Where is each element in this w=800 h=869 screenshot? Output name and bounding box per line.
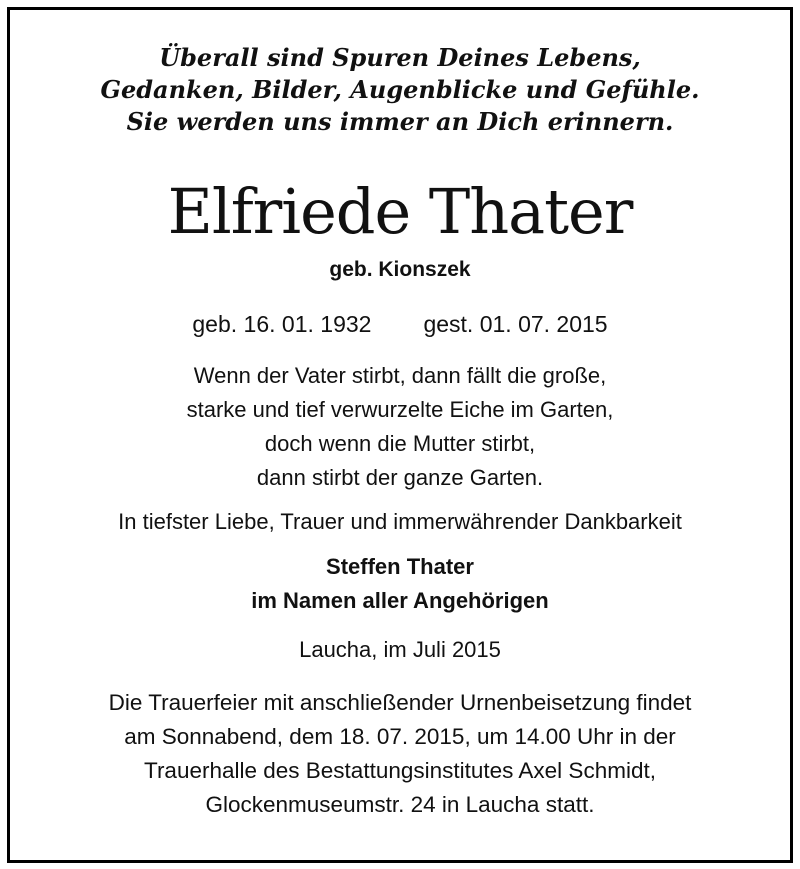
maiden-name: geb. Kionszek — [329, 258, 471, 281]
funeral-line: Trauerhalle des Bestattungsinstitutes Axel Schmidt, — [144, 758, 656, 783]
funeral-line: am Sonnabend, dem 18. 07. 2015, um 14.00 Uhr in der — [124, 724, 676, 749]
signers — [0, 550, 800, 618]
poem-line: dann stirbt der ganze Garten. — [256, 465, 544, 490]
motto-line: Sie werden uns immer an Dich erinnern. — [126, 107, 674, 136]
poem-line: doch wenn die Mutter stirbt, — [264, 431, 536, 456]
motto-verse — [0, 42, 800, 138]
poem-line: starke und tief verwurzelte Eiche im Garten, — [186, 397, 614, 422]
motto-line: Überall sind Spuren Deines Lebens, — [159, 43, 641, 72]
place-date: Laucha, im Juli 2015 — [299, 637, 501, 662]
poem — [0, 359, 800, 495]
signer-name: Steffen Thater — [326, 554, 474, 579]
signer-relatives: im Namen aller Angehörigen — [251, 588, 549, 613]
birth-date: geb. 16. 01. 1932 — [192, 311, 372, 337]
funeral-line: Die Trauerfeier mit anschließender Urnenbeisetzung findet — [108, 690, 692, 715]
death-date: gest. 01. 07. 2015 — [423, 311, 608, 337]
deceased-name: Elfriede Thater — [167, 175, 633, 248]
funeral-line: Glockenmuseumstr. 24 in Laucha statt. — [205, 792, 595, 817]
life-dates — [0, 309, 800, 339]
motto-line: Gedanken, Bilder, Augenblicke und Gefühle. — [100, 75, 700, 104]
poem-line: Wenn der Vater stirbt, dann fällt die große, — [193, 363, 607, 388]
dedication: In tiefster Liebe, Trauer und immerwährender Dankbarkeit — [118, 509, 682, 534]
funeral-info — [0, 686, 800, 822]
